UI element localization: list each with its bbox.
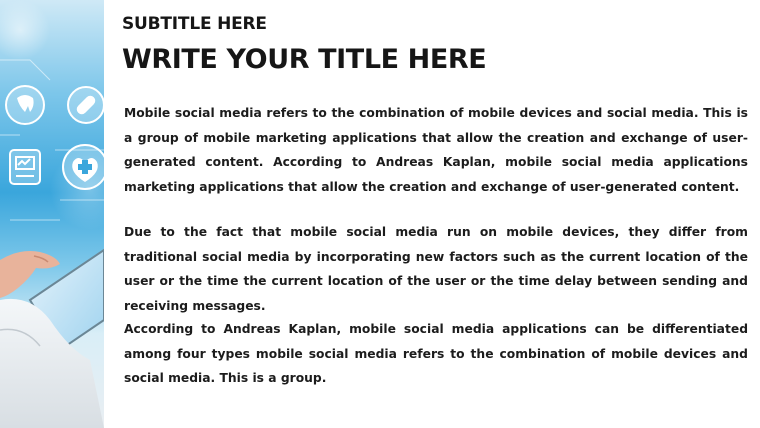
subtitle: SUBTITLE HERE (122, 14, 267, 34)
bandage-icon (68, 87, 104, 123)
page-title: WRITE YOUR TITLE HERE (122, 44, 487, 75)
medical-report-icon (10, 150, 40, 184)
paragraph-1: Mobile social media refers to the combination of mobile devices and social media. This is a group of mobile marketing applications that allow the creation and exchange of user-generated content. According to Andreas Kaplan, mobile social media applications marketing applications that allow the creation and exchange of user-generated content. (124, 106, 748, 194)
tooth-icon (6, 86, 44, 124)
paragraph-3: According to Andreas Kaplan, mobile social media applications can be differentiated among four types mobile social media refers to the combination of mobile devices and social media. This is a group. (124, 322, 748, 386)
photo-illustration (0, 0, 104, 428)
medical-tablet-photo (0, 0, 104, 428)
heart-plus-icon (63, 145, 104, 189)
paragraph-2: Due to the fact that mobile social media run on mobile devices, they differ from traditional social media by incorporating new factors such as the current location of the user or the time the current location of the user or the time delay between sending and receiving messages. (124, 225, 748, 313)
